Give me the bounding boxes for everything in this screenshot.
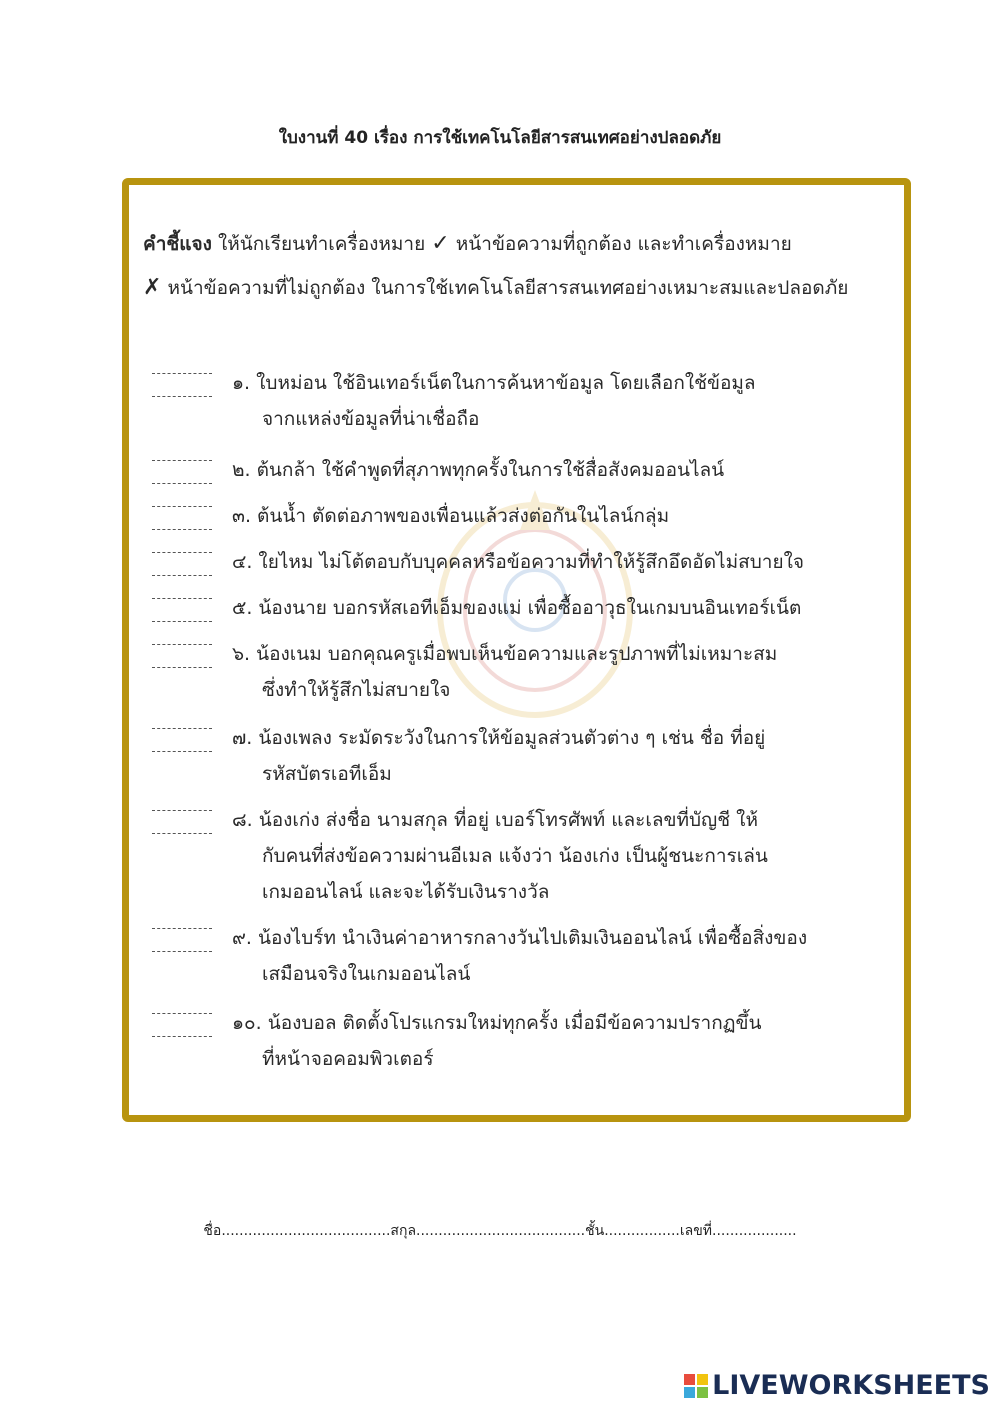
question-line-1: น้องเพลง ระมัดระวังในการให้ข้อมูลส่วนตัวต่าง ๆ เช่น ชื่อ ที่อยู่ — [258, 727, 766, 749]
instructions-text-3: หน้าข้อความที่ไม่ถูกต้อง ในการใช้เทคโนโลยีสารสนเทศอย่างเหมาะสมและปลอดภัย — [161, 277, 849, 299]
question-line-2: รหัสบัตรเอทีเอ็ม — [262, 763, 392, 785]
question-number: ๕. — [232, 597, 253, 619]
question-number: ๓. — [232, 505, 252, 527]
question-number: ๗. — [232, 727, 253, 749]
question-line-1: ใบหม่อน ใช้อินเทอร์เน็ตในการค้นหาข้อมูล โดยเลือกใช้ข้อมูล — [256, 372, 756, 394]
check-mark-icon: ✓ — [431, 231, 450, 256]
question-text — [232, 920, 882, 992]
question-line-1: ต้นน้ำ ตัดต่อภาพของเพื่อนแล้วส่งต่อกันในไลน์กลุ่ม — [257, 505, 670, 527]
question-line-1: น้องเก่ง ส่งชื่อ นามสกุล ที่อยู่ เบอร์โทรศัพท์ และเลขที่บัญชี ให้ — [258, 809, 758, 831]
question-line-1: น้องไบร์ท นำเงินค่าอาหารกลางวันไปเติมเงินออนไลน์ เพื่อซื้อสิ่งของ — [257, 927, 808, 949]
question-text — [232, 636, 882, 708]
cross-mark-icon: ✗ — [143, 275, 162, 300]
instructions-text-1: ให้นักเรียนทำเครื่องหมาย — [211, 233, 432, 255]
question-text — [232, 452, 882, 488]
question-number: ๘. — [232, 809, 253, 831]
answer-blank[interactable] — [152, 552, 212, 598]
question-line-2: ซึ่งทำให้รู้สึกไม่สบายใจ — [262, 679, 451, 701]
instructions — [143, 222, 878, 310]
question-line-1: ต้นกล้า ใช้คำพูดที่สุภาพทุกครั้งในการใช้สื่อสังคมออนไลน์ — [256, 459, 725, 481]
question-line-1: น้องบอล ติดตั้งโปรแกรมใหม่ทุกครั้ง เมื่อมีข้อความปรากฏขึ้น — [267, 1012, 762, 1034]
question-number: ๒. — [232, 459, 251, 481]
instructions-text-2: หน้าข้อความที่ถูกต้อง และทำเครื่องหมาย — [449, 233, 792, 255]
worksheet-title: ใบงานที่ 40 เรื่อง การใช้เทคโนโลยีสารสนเทศอย่างปลอดภัย — [278, 128, 722, 148]
logo-text: LIVEWORKSHEETS — [712, 1370, 990, 1401]
question-number: ๖. — [232, 643, 251, 665]
answer-blank[interactable] — [152, 810, 212, 856]
question-text — [232, 1005, 882, 1077]
question-line-1: ใยไหม ไม่โต้ตอบกับบุคคลหรือข้อความที่ทำให้รู้สึกอึดอัดไม่สบายใจ — [258, 551, 804, 573]
student-info-line: ชื่อ......................................สกุล......................................ชั้น.................เลขที่................... — [203, 1223, 797, 1239]
question-text — [232, 365, 882, 437]
question-line-2: จากแหล่งข้อมูลที่น่าเชื่อถือ — [262, 408, 480, 430]
answer-blank[interactable] — [152, 506, 212, 552]
answer-blank[interactable] — [152, 373, 212, 419]
answer-blank[interactable] — [152, 460, 212, 506]
question-number: ๑๐. — [232, 1012, 262, 1034]
question-line-1: น้องเนม บอกคุณครูเมื่อพบเห็นข้อความและรูปภาพที่ไม่เหมาะสม — [256, 643, 778, 665]
answer-blank[interactable] — [152, 928, 212, 974]
answer-blank[interactable] — [152, 728, 212, 774]
answer-blank[interactable] — [152, 1013, 212, 1059]
question-line-2: ที่หน้าจอคอมพิวเตอร์ — [262, 1048, 434, 1070]
logo-blocks-icon — [684, 1374, 708, 1398]
question-number: ๙. — [232, 927, 252, 949]
question-text — [232, 720, 882, 792]
question-line-2: เสมือนจริงในเกมออนไลน์ — [262, 963, 471, 985]
liveworksheets-logo — [684, 1370, 990, 1401]
question-line-1: น้องนาย บอกรหัสเอทีเอ็มของแม่ เพื่อซื้ออาวุธในเกมบนอินเทอร์เน็ต — [258, 597, 802, 619]
question-text — [232, 802, 882, 910]
question-number: ๑. — [232, 372, 251, 394]
question-number: ๔. — [232, 551, 253, 573]
question-line-3: เกมออนไลน์ และจะได้รับเงินรางวัล — [262, 881, 550, 903]
question-text — [232, 544, 882, 580]
question-line-2: กับคนที่ส่งข้อความผ่านอีเมล แจ้งว่า น้องเก่ง เป็นผู้ชนะการเล่น — [262, 845, 768, 867]
question-text — [232, 498, 882, 534]
answer-blank[interactable] — [152, 644, 212, 690]
answer-blank[interactable] — [152, 598, 212, 644]
instructions-label: คำชี้แจง — [143, 233, 212, 255]
question-text — [232, 590, 882, 626]
